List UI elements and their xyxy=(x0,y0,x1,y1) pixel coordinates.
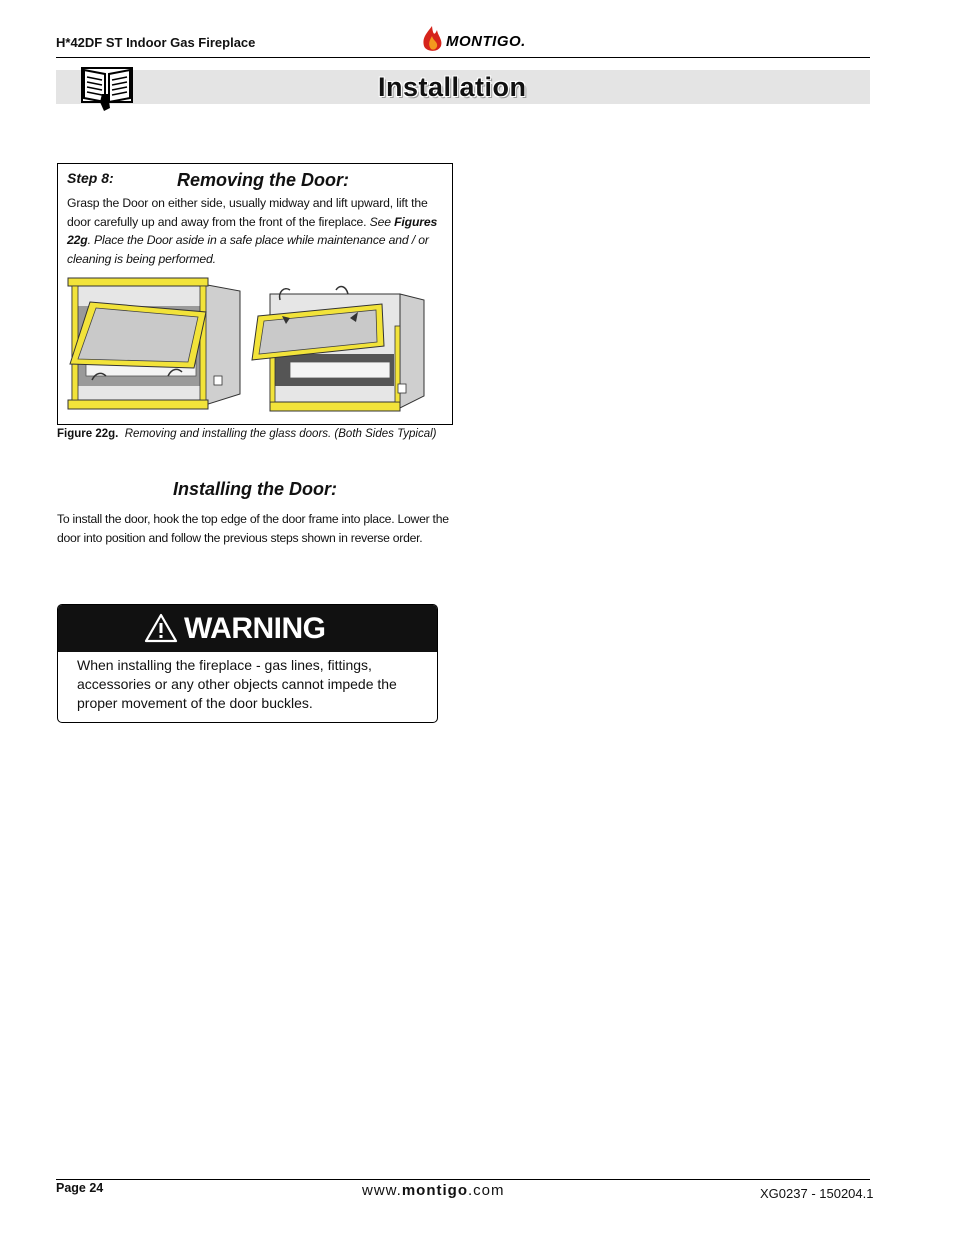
site-suffix: .com xyxy=(468,1182,505,1199)
fireplace-right xyxy=(252,287,424,411)
step-label: Step 8: xyxy=(67,170,114,186)
step-instructions xyxy=(67,194,439,269)
website-url xyxy=(362,1182,505,1199)
page-number: Page 24 xyxy=(56,1181,104,1195)
header-divider xyxy=(56,57,870,58)
warning-triangle-icon xyxy=(144,613,178,643)
door-removal-illustration xyxy=(64,276,444,414)
document-title: H*42DF ST Indoor Gas Fireplace xyxy=(56,35,256,50)
manual-book-icon xyxy=(80,64,134,112)
warning-text: When installing the fireplace - gas lines, fittings, accessories or any other objects cannot impede the proper movement of the door buckles. xyxy=(77,657,397,711)
warning-header xyxy=(58,605,437,652)
warning-title: WARNING xyxy=(184,612,326,645)
install-instructions: To install the door, hook the top edge of the door frame into place. Lower the door into position and follow the previous steps shown in reverse order. xyxy=(57,512,449,545)
step-heading: Removing the Door: xyxy=(177,170,350,190)
fireplace-left xyxy=(68,278,240,409)
figure-caption-text: Removing and installing the glass doors. (Both Sides Typical) xyxy=(124,428,437,440)
site-brand: montigo xyxy=(401,1182,468,1199)
footer-divider xyxy=(56,1179,870,1180)
flame-icon xyxy=(418,24,448,54)
step-body-italic: . Place the Door aside in a safe place while maintenance and / or cleaning is being performed. xyxy=(67,233,429,267)
figure-reference: Figures 22g xyxy=(67,214,438,248)
site-prefix: www. xyxy=(362,1182,402,1199)
logo-wordmark: MONTIGO. xyxy=(446,33,526,50)
install-heading: Installing the Door: xyxy=(173,479,337,499)
figure-label: Figure 22g. xyxy=(57,428,119,440)
step-see-text: See xyxy=(369,214,395,229)
step-body-text: Grasp the Door on either side, usually midway and lift upward, lift the door carefully up and away from the front of the fireplace. xyxy=(67,196,428,229)
montigo-logo xyxy=(418,24,526,54)
section-title: Installation xyxy=(378,72,527,102)
warning-box xyxy=(57,604,438,723)
figure-caption xyxy=(57,428,436,440)
document-code: XG0237 - 150204.1 xyxy=(760,1186,874,1201)
